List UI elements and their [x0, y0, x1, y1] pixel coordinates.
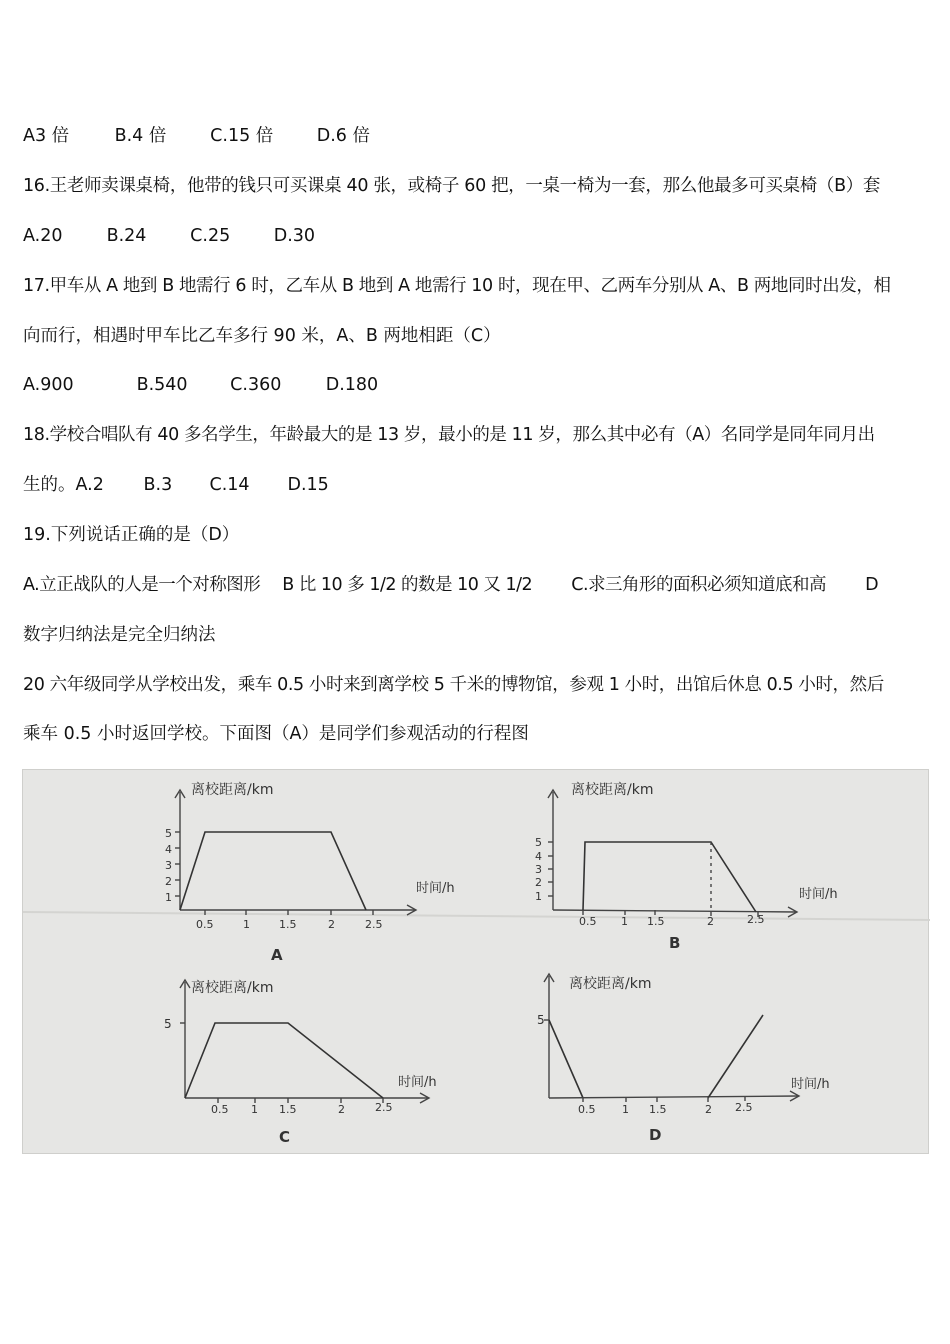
graph-a-caption: A [271, 946, 283, 964]
q16-options [23, 224, 929, 248]
graph-d-y-label: 离校距离/km [569, 976, 652, 992]
q15-option-d: D.6 倍 [316, 126, 370, 146]
graph-d-x-tick-1.5: 1.5 [649, 1103, 667, 1116]
graph-a [175, 790, 416, 915]
graph-a-x-tick-0.5: 0.5 [196, 918, 214, 931]
q17-option-b: B.540 [136, 375, 188, 395]
q16-option-c: C.25 [190, 226, 231, 246]
graph-b-y-tick-4: 4 [535, 850, 542, 863]
q18-text-line2 [23, 473, 929, 497]
graph-c-x-tick-1: 1 [251, 1103, 258, 1116]
q17-option-d: D.180 [325, 375, 379, 395]
journey-graphs-photo [22, 769, 929, 1154]
graph-d-x-tick-2: 2 [705, 1103, 712, 1116]
graph-a-x-tick-1: 1 [243, 918, 250, 931]
graph-d-x-tick-0.5: 0.5 [578, 1103, 596, 1116]
graph-a-y-tick-4: 4 [165, 843, 172, 856]
q18-option-a: A.2 [75, 475, 104, 495]
graph-a-y-tick-2: 2 [165, 875, 172, 888]
graph-d-x-label: 时间/h [791, 1077, 830, 1092]
graph-b-y-label: 离校距离/km [571, 782, 654, 798]
graph-d-y-tick-5: 5 [537, 1013, 545, 1027]
graph-d-x-tick-2.5: 2.5 [735, 1101, 753, 1114]
journey-graphs-svg [23, 770, 930, 1155]
graph-c-x-tick-1.5: 1.5 [279, 1103, 297, 1116]
q17-options [23, 373, 929, 397]
graph-a-y-label: 离校距离/km [191, 782, 274, 798]
graph-a-x-tick-1.5: 1.5 [279, 918, 297, 931]
q18-option-d: D.15 [287, 475, 329, 495]
graph-b-x-tick-2.5: 2.5 [747, 913, 765, 926]
q20-text-line2: 乘车 0.5 小时返回学校。下面图（A）是同学们参观活动的行程图 [23, 724, 529, 744]
graph-c-x-label: 时间/h [398, 1075, 437, 1090]
graph-d-x-axis [549, 1096, 798, 1098]
graph-b-y-tick-3: 3 [535, 863, 542, 876]
q17-text-line1: 17.甲车从 A 地到 B 地需行 6 时，乙车从 B 地到 A 地需行 10 时，现在甲、乙两车分别从 A、B 两地同时出发，相 [23, 276, 891, 296]
graph-b-caption: B [669, 934, 681, 952]
q15-option-b: B.4 倍 [114, 126, 167, 146]
graph-a-x-tick-2: 2 [328, 918, 335, 931]
graph-a-y-tick-3: 3 [165, 859, 172, 872]
graph-b-y-tick-2: 2 [535, 876, 542, 889]
graph-b-x-tick-2: 2 [707, 915, 714, 928]
graph-b-x-tick-1: 1 [621, 915, 628, 928]
graph-c [180, 980, 429, 1103]
q16-option-a: A.20 [23, 226, 63, 246]
q17-text-line2: 向而行，相遇时甲车比乙车多行 90 米，A、B 两地相距（C） [23, 326, 501, 346]
q20-text-line1: 20 六年级同学从学校出发，乘车 0.5 小时来到离学校 5 千米的博物馆，参观 1 小时，出馆后休息 0.5 小时，然后 [23, 675, 884, 695]
graph-a-y-tick-1: 1 [165, 891, 172, 904]
graph-b-x-label: 时间/h [799, 887, 838, 902]
graph-d-line-back [708, 1015, 763, 1098]
q16-option-b: B.24 [106, 226, 147, 246]
graph-b-x-axis [553, 910, 796, 912]
graph-d [544, 974, 799, 1102]
q15-option-a: A3 倍 [23, 126, 70, 146]
graph-a-x-label: 时间/h [416, 881, 455, 896]
q15-options [23, 124, 929, 148]
q19-text-line1: 19.下列说话正确的是（D） [23, 525, 240, 545]
q17-option-c: C.360 [230, 375, 282, 395]
graph-b-y-tick-5: 5 [535, 836, 542, 849]
graph-b-x-tick-1.5: 1.5 [647, 915, 665, 928]
q15-option-c: C.15 倍 [210, 126, 274, 146]
graph-b-x-tick-0.5: 0.5 [579, 915, 597, 928]
q18-option-b: B.3 [143, 475, 173, 495]
graph-a-line [180, 832, 366, 910]
graph-c-x-tick-2.5: 2.5 [375, 1101, 393, 1114]
graph-c-x-tick-2: 2 [338, 1103, 345, 1116]
graph-c-line [185, 1023, 383, 1098]
graph-a-x-tick-2.5: 2.5 [365, 918, 383, 931]
graph-b-line [583, 842, 756, 912]
graph-d-x-tick-1: 1 [622, 1103, 629, 1116]
graph-a-y-tick-5: 5 [165, 827, 172, 840]
q17-option-a: A.900 [23, 375, 74, 395]
q16-option-d: D.30 [273, 226, 316, 246]
graph-d-caption: D [649, 1126, 662, 1144]
graph-d-line-out [549, 1020, 583, 1098]
q18-line2-prefix: 生的。 [23, 475, 76, 495]
q18-text-line1: 18.学校合唱队有 40 多名学生，年龄最大的是 13 岁，最小的是 11 岁，那么其中必有（A）名同学是同年同月出 [23, 425, 875, 445]
q16-text: 16.王老师卖课桌椅，他带的钱只可买课桌 40 张，或椅子 60 把，一桌一椅为一套，那么他最多可买桌椅（B）套 [23, 176, 881, 196]
graph-c-x-tick-0.5: 0.5 [211, 1103, 229, 1116]
graph-c-y-tick-5: 5 [164, 1017, 172, 1031]
q18-option-c: C.14 [209, 475, 250, 495]
graph-b-y-tick-1: 1 [535, 890, 542, 903]
graph-b [548, 790, 797, 917]
q19-text-line2: A.立正战队的人是一个对称图形 B 比 10 多 1/2 的数是 10 又 1/2 C.求三角形的面积必须知道底和高 D [23, 575, 879, 595]
q19-text-line3: 数字归纳法是完全归纳法 [23, 625, 216, 645]
graph-c-caption: C [279, 1128, 291, 1146]
graph-c-y-label: 离校距离/km [191, 980, 274, 996]
